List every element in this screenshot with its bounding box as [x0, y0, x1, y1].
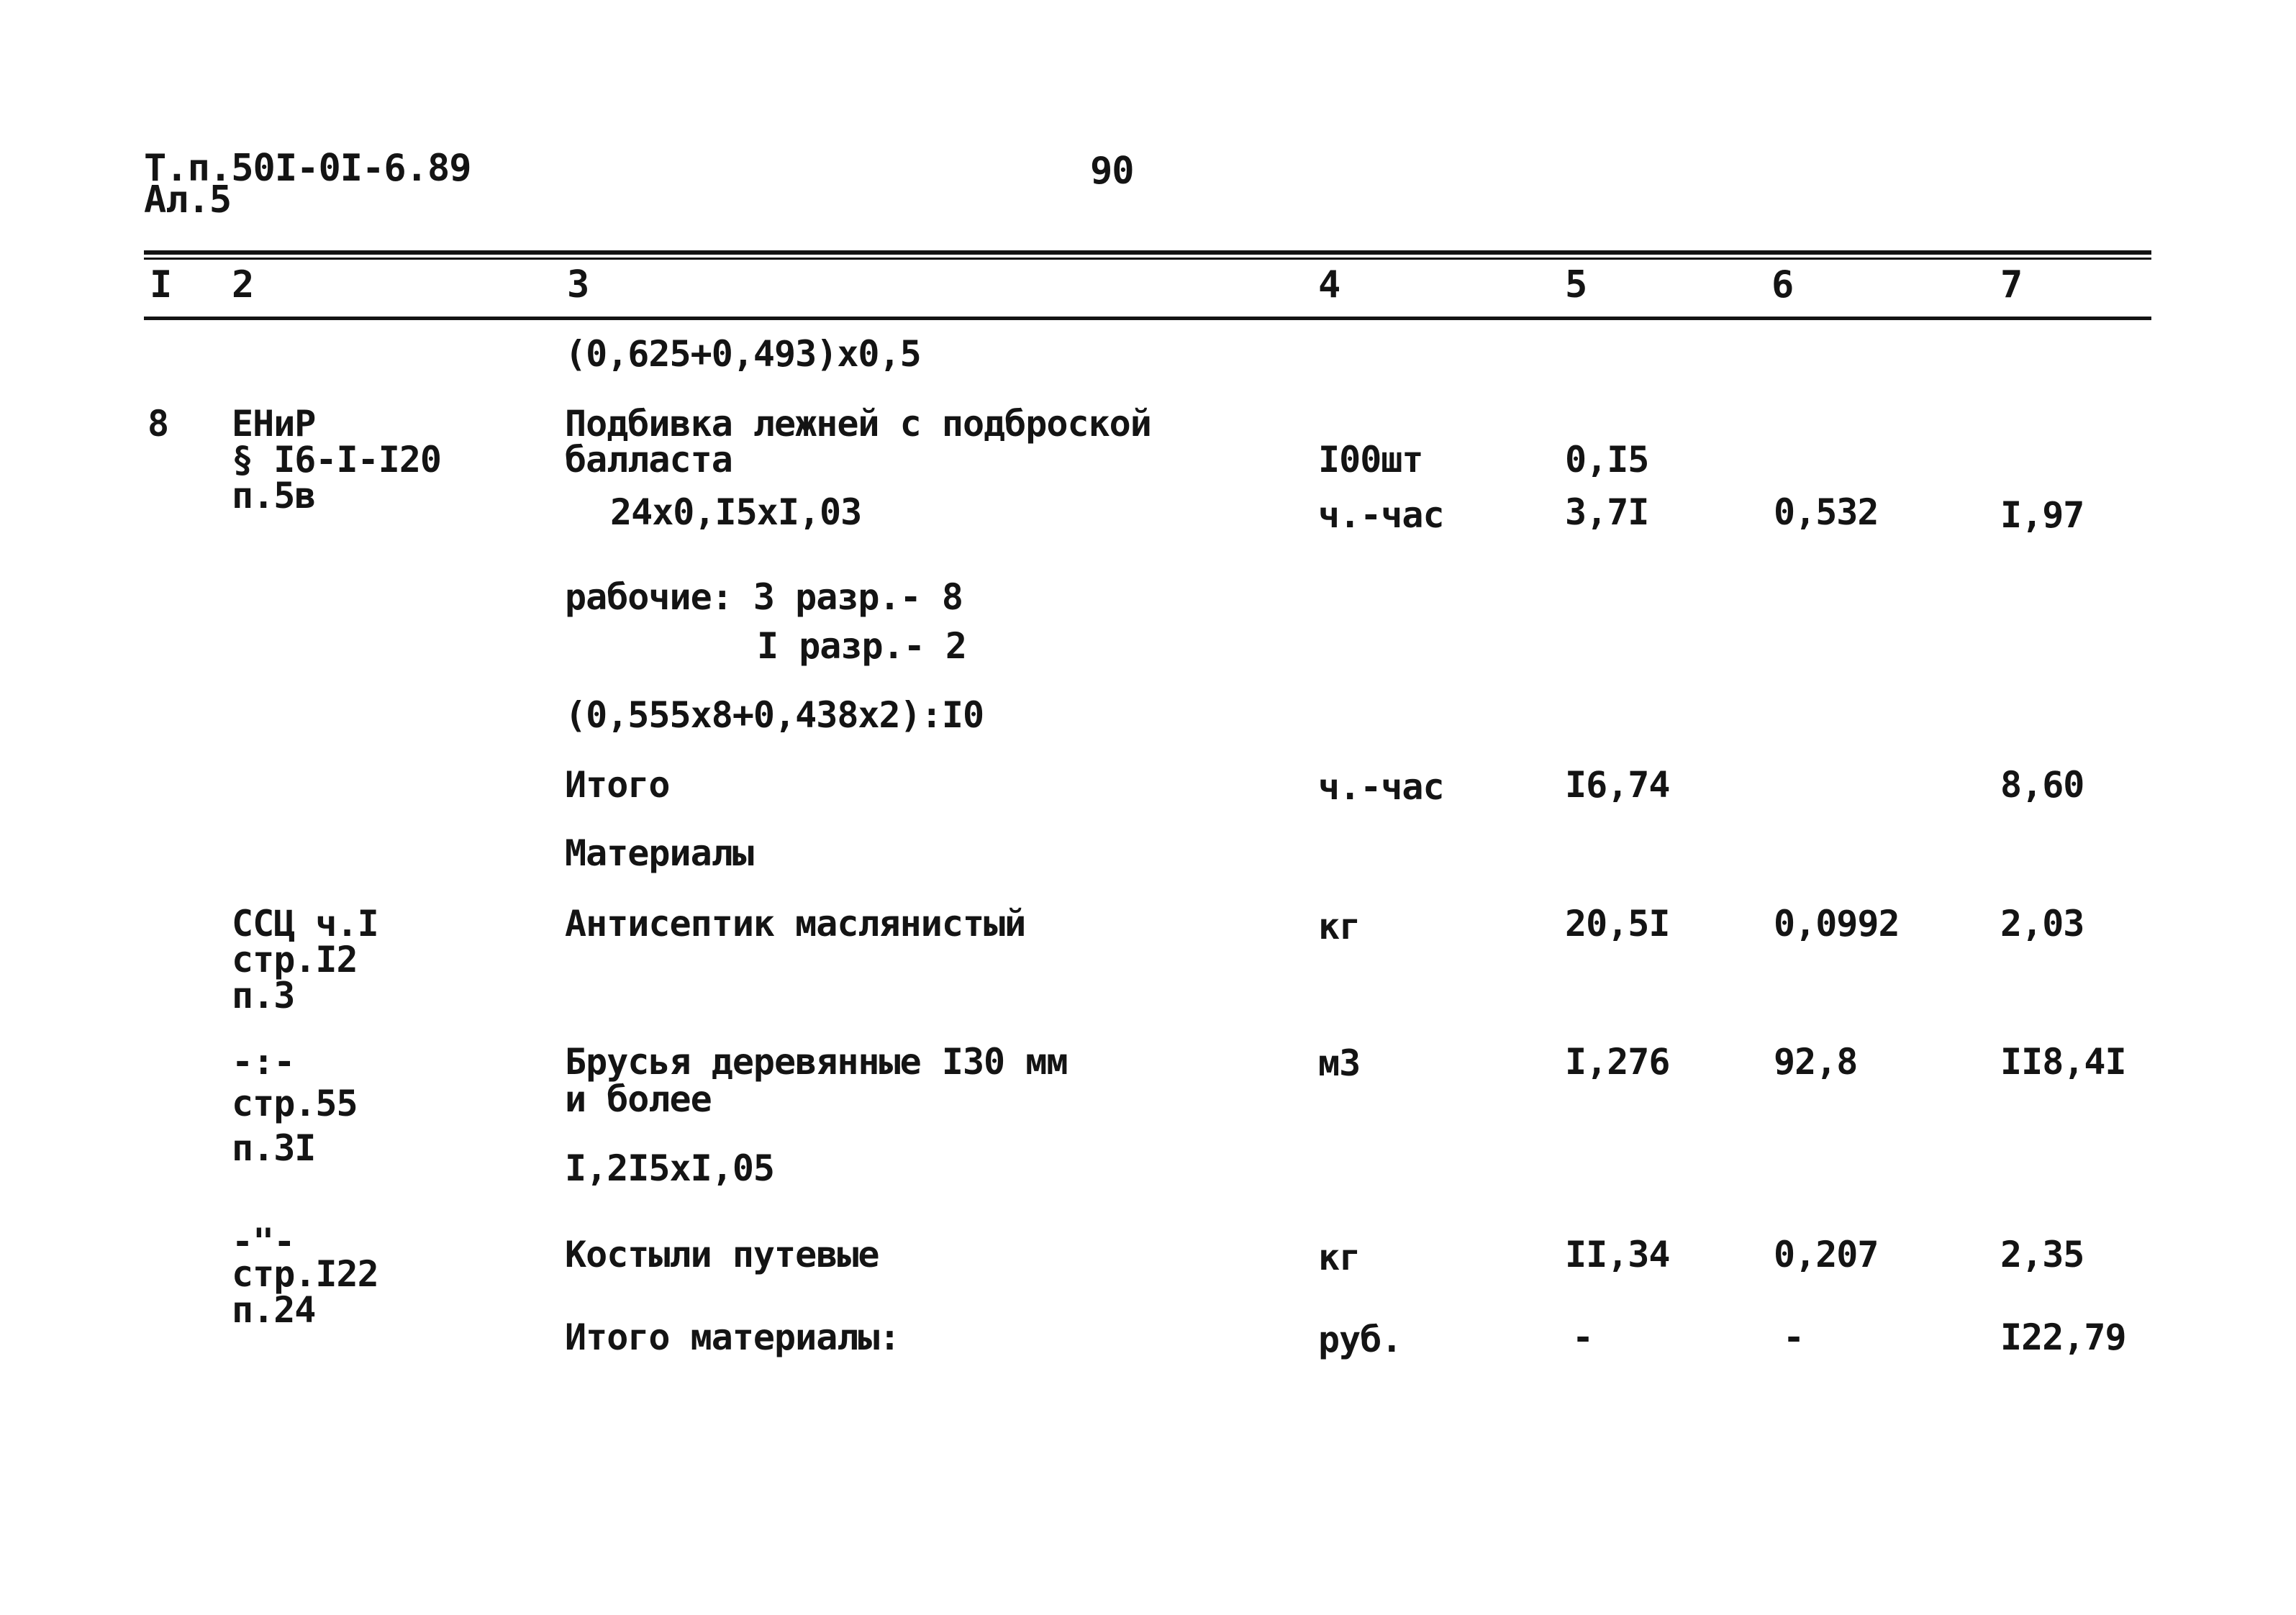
- item-number: 8: [148, 403, 169, 445]
- material-1-reference-line-1: ССЦ ч.I: [232, 903, 378, 945]
- material-1-unit: кг: [1318, 906, 1361, 947]
- material-2-cost: II8,4I: [2000, 1041, 2126, 1083]
- item-unit-2: ч.-час: [1318, 494, 1444, 536]
- column-header-6: 6: [1771, 263, 1794, 306]
- workers-formula: (0,555x8+0,438x2):I0: [565, 694, 984, 736]
- continuation-formula: (0,625+0,493)x0,5: [565, 333, 921, 375]
- table-header-bottom-rule: [144, 317, 2151, 320]
- total-label: Итого: [565, 764, 670, 806]
- material-2-name-line-1: Брусья деревянные I30 мм: [565, 1041, 1068, 1083]
- material-3-reference-line-3: п.24: [232, 1289, 316, 1331]
- item-price: 0,532: [1774, 491, 1879, 533]
- item-quantity-2: 3,7I: [1565, 491, 1649, 533]
- item-calculation: 24x0,I5xI,03: [610, 491, 862, 533]
- materials-total-label: Итого материалы:: [565, 1316, 900, 1358]
- materials-total-cost: I22,79: [2000, 1316, 2126, 1358]
- column-header-1: I: [150, 263, 172, 306]
- item-quantity-1: 0,I5: [1565, 439, 1649, 481]
- column-header-5: 5: [1565, 263, 1587, 306]
- material-3-unit: кг: [1318, 1237, 1361, 1278]
- material-2-unit: м3: [1318, 1042, 1361, 1084]
- material-3-cost: 2,35: [2000, 1234, 2084, 1275]
- column-header-4: 4: [1318, 263, 1340, 306]
- material-3-price: 0,207: [1774, 1234, 1879, 1275]
- material-2-reference-line-1: -:-: [232, 1041, 295, 1083]
- column-header-7: 7: [2000, 263, 2023, 306]
- table-top-rule: [144, 250, 2151, 255]
- materials-total-price: -: [1783, 1316, 1805, 1358]
- material-1-price: 0,0992: [1774, 903, 1900, 945]
- material-2-calculation: I,2I5xI,05: [565, 1147, 775, 1189]
- material-2-reference-line-3: п.3I: [232, 1127, 316, 1169]
- album-label: Ал.5: [144, 178, 232, 222]
- material-1-reference-line-3: п.3: [232, 975, 295, 1016]
- material-1-quantity: 20,5I: [1565, 903, 1670, 945]
- column-header-3: 3: [567, 263, 589, 306]
- item-reference-line-2: § I6-I-I20: [232, 439, 442, 481]
- material-3-reference-line-1: -"-: [232, 1221, 295, 1263]
- material-2-price: 92,8: [1774, 1041, 1858, 1083]
- materials-heading: Материалы: [565, 832, 753, 874]
- materials-total-quantity: -: [1572, 1316, 1594, 1358]
- column-header-2: 2: [232, 263, 254, 306]
- item-reference-line-3: п.5в: [232, 475, 316, 517]
- material-1-reference-line-2: стр.I2: [232, 939, 358, 981]
- page-number: 90: [1090, 150, 1134, 193]
- material-1-name: Антисептик маслянистый: [565, 903, 1026, 945]
- workers-line-1: рабочие: 3 разр.- 8: [565, 576, 963, 618]
- total-unit: ч.-час: [1318, 766, 1444, 808]
- material-2-reference-line-2: стр.55: [232, 1083, 358, 1124]
- item-description-line-2: балласта: [565, 439, 732, 481]
- item-description-line-1: Подбивка лежней с подброской: [565, 403, 1151, 445]
- material-1-cost: 2,03: [2000, 903, 2084, 945]
- material-3-reference-line-2: стр.I22: [232, 1253, 378, 1295]
- material-3-quantity: II,34: [1565, 1234, 1670, 1275]
- material-2-name-line-2: и более: [565, 1078, 712, 1120]
- item-reference-line-1: ЕНиР: [232, 403, 316, 445]
- table-top-rule-2: [144, 258, 2151, 260]
- document-code: Т.п.50I-0I-6.89: [144, 147, 471, 190]
- total-cost: 8,60: [2000, 764, 2084, 806]
- material-2-quantity: I,276: [1565, 1041, 1670, 1083]
- item-cost: I,97: [2000, 494, 2084, 536]
- materials-total-unit: руб.: [1318, 1319, 1402, 1360]
- total-quantity: I6,74: [1565, 764, 1670, 806]
- material-3-name: Костыли путевые: [565, 1234, 879, 1275]
- workers-line-2: I разр.- 2: [757, 625, 967, 667]
- item-unit-1: I00шт: [1318, 439, 1423, 481]
